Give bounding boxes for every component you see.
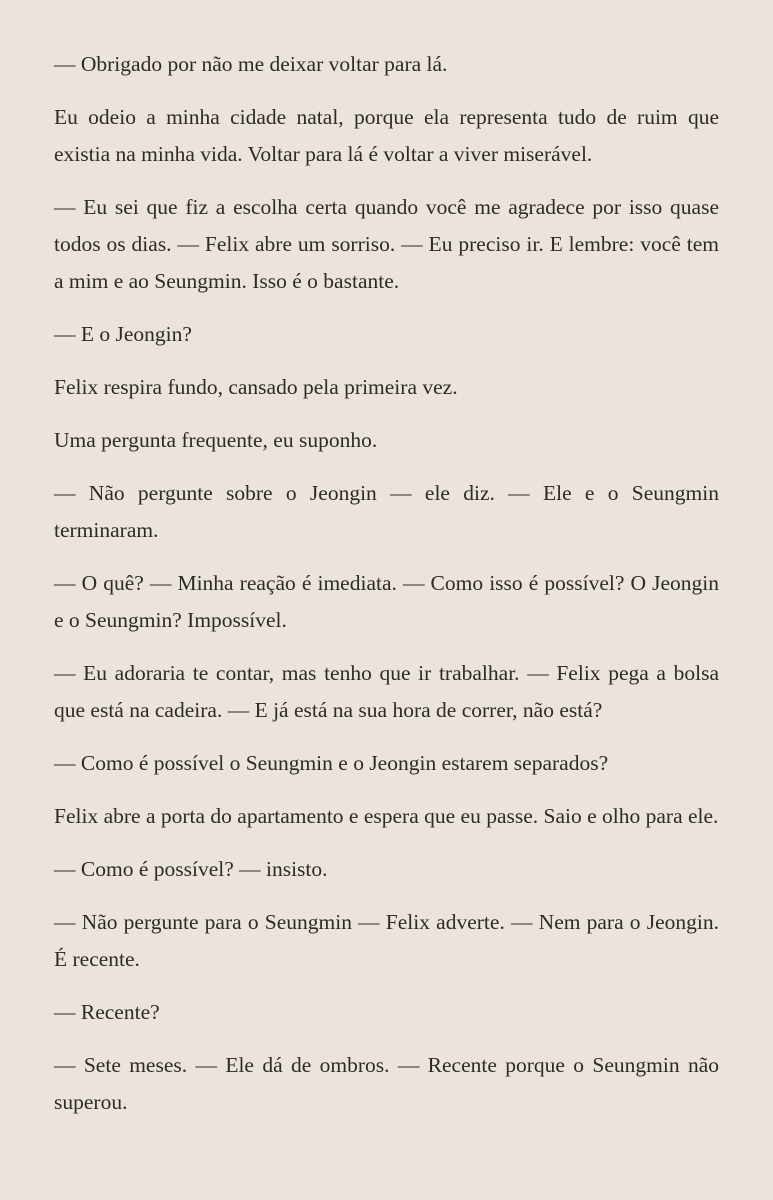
paragraph: — Não pergunte para o Seungmin — Felix adverte. — Nem para o Jeongin. É recente.	[54, 910, 719, 971]
paragraph: — Obrigado por não me deixar voltar para lá.	[54, 52, 448, 76]
paragraph: Eu odeio a minha cidade natal, porque ela representa tudo de ruim que existia na minha vida. Voltar para lá é voltar a viver miserável.	[54, 105, 719, 166]
paragraph: Uma pergunta frequente, eu suponho.	[54, 428, 378, 452]
paragraph: Felix abre a porta do apartamento e espera que eu passe. Saio e olho para ele.	[54, 804, 719, 828]
paragraph: — Como é possível o Seungmin e o Jeongin estarem separados?	[54, 751, 609, 775]
paragraph: Felix respira fundo, cansado pela primeira vez.	[54, 375, 458, 399]
paragraph: — Sete meses. — Ele dá de ombros. — Recente porque o Seungmin não superou.	[54, 1053, 719, 1114]
paragraph: — Não pergunte sobre o Jeongin — ele diz. — Ele e o Seungmin terminaram.	[54, 481, 719, 542]
paragraph: — Recente?	[54, 1000, 160, 1024]
paragraph: — O quê? — Minha reação é imediata. — Como isso é possível? O Jeongin e o Seungmin? Impossível.	[54, 571, 719, 632]
paragraph: — Eu sei que fiz a escolha certa quando você me agradece por isso quase todos os dias. — Felix abre um sorriso. — Eu preciso ir. E lembre: você tem a mim e ao Seungmin. Isso é o bastante.	[54, 195, 719, 293]
paragraph: — Como é possível? — insisto.	[54, 857, 328, 881]
paragraph: — Eu adoraria te contar, mas tenho que ir trabalhar. — Felix pega a bolsa que está na cadeira. — E já está na sua hora de correr, não está?	[54, 661, 719, 722]
paragraph: — E o Jeongin?	[54, 322, 192, 346]
